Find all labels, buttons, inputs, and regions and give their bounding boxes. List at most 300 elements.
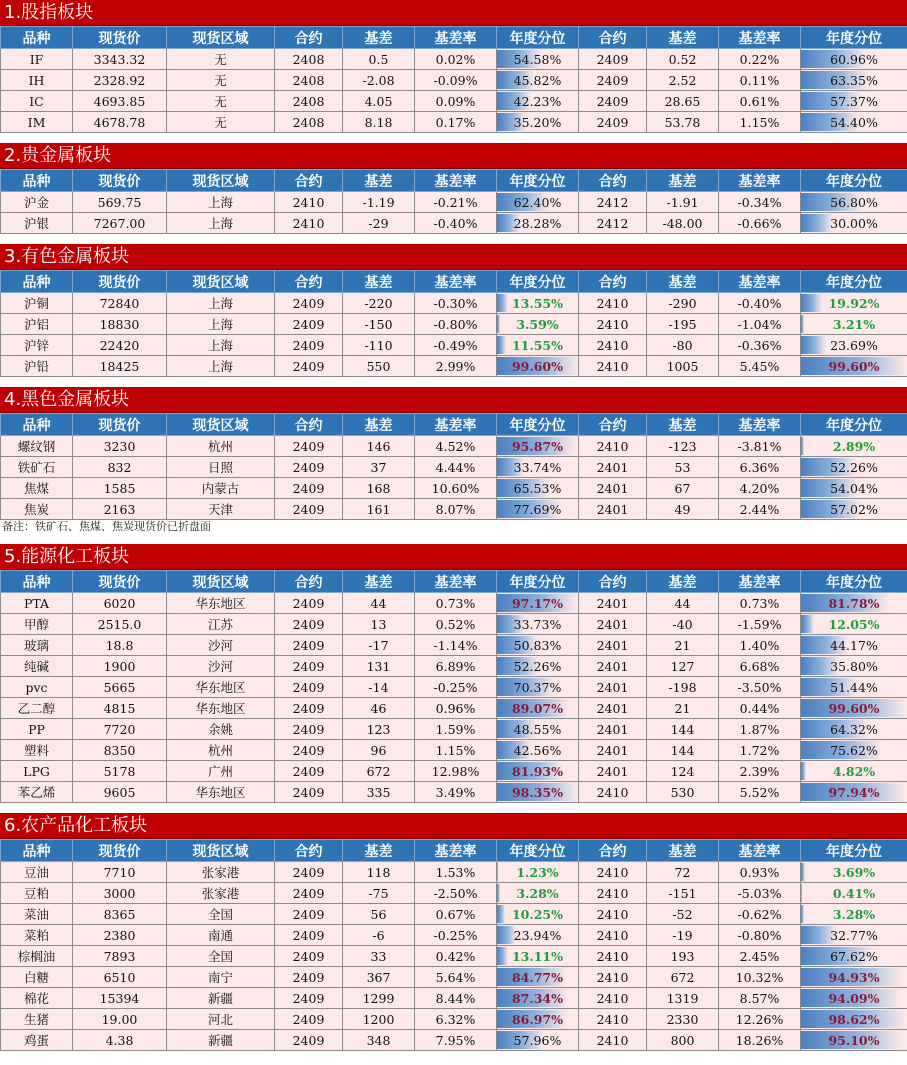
variety: 焦煤 — [1, 478, 73, 499]
section-spacer — [0, 803, 907, 813]
basis-rate-2: 8.57% — [719, 988, 801, 1009]
basis-rate-2: -0.62% — [719, 904, 801, 925]
spot-price: 3343.32 — [73, 49, 167, 70]
annual-percentile-cell — [497, 356, 579, 377]
basis-rate: 0.09% — [415, 91, 497, 112]
basis-rate: -0.49% — [415, 335, 497, 356]
annual-percentile-cell — [497, 761, 579, 782]
basis-rate: 3.49% — [415, 782, 497, 803]
annual-percentile-2: 56.80% — [830, 194, 878, 210]
basis: -75 — [343, 883, 415, 904]
basis-2: 144 — [647, 719, 719, 740]
column-header-contract-2: 合约 — [579, 271, 647, 293]
annual-percentile-2: 44.17% — [830, 637, 878, 653]
basis-rate: -0.21% — [415, 192, 497, 213]
percentile-bar — [497, 905, 505, 923]
basis-2: -48.00 — [647, 213, 719, 234]
basis: -17 — [343, 635, 415, 656]
annual-percentile-cell — [497, 49, 579, 70]
percentile-bar — [801, 905, 804, 923]
column-header-basis: 基差 — [343, 840, 415, 862]
variety: IH — [1, 70, 73, 91]
basis-rate-2: 1.15% — [719, 112, 801, 133]
table-row — [1, 904, 907, 925]
contract: 2409 — [275, 719, 343, 740]
annual-percentile-cell — [497, 862, 579, 883]
annual-percentile: 45.82% — [513, 72, 562, 88]
annual-percentile-2-cell — [801, 925, 907, 946]
basis-rate-2: -0.40% — [719, 293, 801, 314]
column-header-spot-price: 现货价 — [73, 170, 167, 192]
table-row — [1, 356, 907, 377]
column-header-contract: 合约 — [275, 571, 343, 593]
annual-percentile-cell — [497, 677, 579, 698]
annual-percentile-cell — [497, 698, 579, 719]
annual-percentile-2-cell — [801, 335, 907, 356]
basis-2: -198 — [647, 677, 719, 698]
variety: 沪铜 — [1, 293, 73, 314]
annual-percentile-cell — [497, 457, 579, 478]
column-header-variety: 品种 — [1, 840, 73, 862]
annual-percentile-cell — [497, 946, 579, 967]
spot-region: 无 — [167, 112, 275, 133]
spot-price: 2380 — [73, 925, 167, 946]
spot-price: 5665 — [73, 677, 167, 698]
spot-region: 沙河 — [167, 656, 275, 677]
basis-rate-2: -0.36% — [719, 335, 801, 356]
annual-percentile-cell — [497, 740, 579, 761]
column-header-annual-percentile: 年度分位 — [497, 27, 579, 49]
table-row — [1, 593, 907, 614]
spot-region: 华东地区 — [167, 782, 275, 803]
annual-percentile: 86.97% — [511, 1011, 564, 1027]
contract: 2409 — [275, 862, 343, 883]
basis-rate: 1.15% — [415, 740, 497, 761]
annual-percentile-2-cell — [801, 112, 907, 133]
contract: 2409 — [275, 1009, 343, 1030]
spot-price: 1900 — [73, 656, 167, 677]
column-header-basis-2: 基差 — [647, 271, 719, 293]
contract: 2409 — [275, 656, 343, 677]
annual-percentile: 3.59% — [516, 316, 559, 332]
basis-rate-2: 0.93% — [719, 862, 801, 883]
variety: 棕榈油 — [1, 946, 73, 967]
spot-region: 上海 — [167, 213, 275, 234]
annual-percentile-2-cell — [801, 593, 907, 614]
variety: 铁矿石 — [1, 457, 73, 478]
column-header-variety: 品种 — [1, 170, 73, 192]
basis-rate-2: 6.36% — [719, 457, 801, 478]
contract: 2408 — [275, 49, 343, 70]
table-row — [1, 293, 907, 314]
annual-percentile: 23.94% — [513, 927, 562, 943]
column-header-spot-region: 现货区域 — [167, 170, 275, 192]
basis-rate: -1.14% — [415, 635, 497, 656]
contract: 2409 — [275, 356, 343, 377]
table-row — [1, 719, 907, 740]
basis-2: 67 — [647, 478, 719, 499]
basis-rate-2: 2.39% — [719, 761, 801, 782]
annual-percentile-2: 54.40% — [830, 114, 878, 130]
annual-percentile-cell — [497, 478, 579, 499]
section-spacer — [0, 377, 907, 387]
basis-2: 800 — [647, 1030, 719, 1051]
column-header-variety: 品种 — [1, 271, 73, 293]
annual-percentile-2-cell — [801, 967, 907, 988]
spot-price: 7893 — [73, 946, 167, 967]
column-header-basis-rate-2: 基差率 — [719, 840, 801, 862]
percentile-bar — [801, 336, 826, 354]
annual-percentile-2-cell — [801, 946, 907, 967]
column-header-annual-percentile-2: 年度分位 — [801, 170, 907, 192]
annual-percentile-cell — [497, 1009, 579, 1030]
spot-price: 4693.85 — [73, 91, 167, 112]
annual-percentile-cell — [497, 719, 579, 740]
table-row — [1, 314, 907, 335]
basis-rate: 10.60% — [415, 478, 497, 499]
contract: 2409 — [275, 1030, 343, 1051]
annual-percentile-2-cell — [801, 192, 907, 213]
contract: 2409 — [275, 946, 343, 967]
contract: 2408 — [275, 112, 343, 133]
basis-rate: 7.95% — [415, 1030, 497, 1051]
percentile-bar — [497, 863, 498, 881]
column-header-contract-2: 合约 — [579, 27, 647, 49]
basis-rate: 0.42% — [415, 946, 497, 967]
percentile-bar — [497, 947, 508, 965]
annual-percentile-2-cell — [801, 293, 907, 314]
table-row — [1, 436, 907, 457]
basis: 56 — [343, 904, 415, 925]
percentile-bar — [801, 762, 806, 780]
column-header-basis-rate-2: 基差率 — [719, 27, 801, 49]
annual-percentile-cell — [497, 614, 579, 635]
section-title: 3.有色金属板块 — [0, 244, 907, 270]
percentile-bar — [801, 615, 814, 633]
section-title: 5.能源化工板块 — [0, 544, 907, 570]
section-title: 6.农产品化工板块 — [0, 813, 907, 839]
basis-rate: 0.52% — [415, 614, 497, 635]
basis: -220 — [343, 293, 415, 314]
column-header-contract: 合约 — [275, 271, 343, 293]
table-row — [1, 967, 907, 988]
contract-2: 2410 — [579, 356, 647, 377]
column-header-spot-price: 现货价 — [73, 27, 167, 49]
annual-percentile-2-cell — [801, 356, 907, 377]
spot-price: 22420 — [73, 335, 167, 356]
annual-percentile-2: 63.35% — [830, 72, 878, 88]
annual-percentile: 1.23% — [516, 864, 559, 880]
annual-percentile-cell — [497, 293, 579, 314]
basis-rate-2: -3.50% — [719, 677, 801, 698]
contract-2: 2410 — [579, 988, 647, 1009]
annual-percentile-cell — [497, 213, 579, 234]
column-header-spot-price: 现货价 — [73, 271, 167, 293]
basis-rate: 5.64% — [415, 967, 497, 988]
spot-price: 18425 — [73, 356, 167, 377]
basis-table — [0, 270, 907, 377]
contract: 2409 — [275, 614, 343, 635]
annual-percentile-cell — [497, 70, 579, 91]
annual-percentile: 98.35% — [511, 784, 564, 800]
table-row — [1, 883, 907, 904]
spot-region: 上海 — [167, 192, 275, 213]
basis-2: 28.65 — [647, 91, 719, 112]
spot-region: 华东地区 — [167, 593, 275, 614]
annual-percentile-2-cell — [801, 457, 907, 478]
spot-price: 18.8 — [73, 635, 167, 656]
basis-rate: -0.30% — [415, 293, 497, 314]
contract-2: 2410 — [579, 883, 647, 904]
variety: 豆粕 — [1, 883, 73, 904]
column-header-annual-percentile: 年度分位 — [497, 840, 579, 862]
column-header-spot-region: 现货区域 — [167, 271, 275, 293]
column-header-basis: 基差 — [343, 170, 415, 192]
variety: 沪锌 — [1, 335, 73, 356]
basis-2: 2.52 — [647, 70, 719, 91]
column-header-annual-percentile-2: 年度分位 — [801, 414, 907, 436]
annual-percentile-2-cell — [801, 698, 907, 719]
spot-price: 1585 — [73, 478, 167, 499]
variety: IC — [1, 91, 73, 112]
header-row — [1, 414, 907, 436]
column-header-spot-region: 现货区域 — [167, 414, 275, 436]
variety: IM — [1, 112, 73, 133]
variety: IF — [1, 49, 73, 70]
annual-percentile: 52.26% — [513, 658, 562, 674]
basis-2: -1.91 — [647, 192, 719, 213]
annual-percentile-2-cell — [801, 1009, 907, 1030]
annual-percentile-2: 95.10% — [828, 1032, 880, 1048]
column-header-basis: 基差 — [343, 414, 415, 436]
basis-2: 1319 — [647, 988, 719, 1009]
basis-rate-2: 18.26% — [719, 1030, 801, 1051]
column-header-annual-percentile-2: 年度分位 — [801, 571, 907, 593]
annual-percentile-2: 57.02% — [830, 501, 878, 517]
basis-2: -40 — [647, 614, 719, 635]
annual-percentile-2: 81.78% — [828, 595, 880, 611]
spot-price: 9605 — [73, 782, 167, 803]
spot-price: 2328.92 — [73, 70, 167, 91]
annual-percentile: 57.96% — [513, 1032, 562, 1048]
basis: 348 — [343, 1030, 415, 1051]
contract: 2410 — [275, 192, 343, 213]
annual-percentile-cell — [497, 988, 579, 1009]
annual-percentile-2: 4.82% — [832, 763, 876, 779]
spot-price: 7267.00 — [73, 213, 167, 234]
variety: 塑料 — [1, 740, 73, 761]
column-header-annual-percentile-2: 年度分位 — [801, 27, 907, 49]
basis-rate-2: -3.81% — [719, 436, 801, 457]
basis-rate-2: -5.03% — [719, 883, 801, 904]
annual-percentile-2: 0.41% — [832, 885, 876, 901]
annual-percentile-2-cell — [801, 213, 907, 234]
basis-rate-2: 0.11% — [719, 70, 801, 91]
table-row — [1, 91, 907, 112]
basis: 367 — [343, 967, 415, 988]
basis: 550 — [343, 356, 415, 377]
basis-2: 1005 — [647, 356, 719, 377]
column-header-basis-2: 基差 — [647, 27, 719, 49]
contract: 2409 — [275, 593, 343, 614]
table-row — [1, 740, 907, 761]
spot-price: 7710 — [73, 862, 167, 883]
annual-percentile-cell — [497, 436, 579, 457]
contract-2: 2412 — [579, 192, 647, 213]
table-row — [1, 782, 907, 803]
basis-rate: 2.99% — [415, 356, 497, 377]
spot-price: 6510 — [73, 967, 167, 988]
variety: PP — [1, 719, 73, 740]
variety: 菜粕 — [1, 925, 73, 946]
percentile-bar — [497, 294, 508, 312]
table-row — [1, 1030, 907, 1051]
contract-2: 2410 — [579, 436, 647, 457]
column-header-basis-2: 基差 — [647, 840, 719, 862]
section-spacer — [0, 234, 907, 244]
column-header-contract: 合约 — [275, 27, 343, 49]
column-header-annual-percentile: 年度分位 — [497, 571, 579, 593]
basis-2: -195 — [647, 314, 719, 335]
annual-percentile-cell — [497, 192, 579, 213]
contract: 2408 — [275, 70, 343, 91]
contract: 2409 — [275, 761, 343, 782]
annual-percentile-2-cell — [801, 677, 907, 698]
contract: 2409 — [275, 335, 343, 356]
spot-region: 日照 — [167, 457, 275, 478]
percentile-bar — [801, 315, 804, 333]
contract: 2408 — [275, 91, 343, 112]
annual-percentile-2: 23.69% — [830, 337, 878, 353]
basis: 131 — [343, 656, 415, 677]
basis: 1200 — [343, 1009, 415, 1030]
basis-rate-2: 12.26% — [719, 1009, 801, 1030]
basis-2: 127 — [647, 656, 719, 677]
annual-percentile: 3.28% — [516, 885, 559, 901]
annual-percentile-2: 3.21% — [832, 316, 876, 332]
basis-2: -151 — [647, 883, 719, 904]
basis-table — [0, 413, 907, 520]
annual-percentile-2-cell — [801, 314, 907, 335]
percentile-bar — [801, 437, 804, 455]
contract-2: 2410 — [579, 904, 647, 925]
column-header-basis-rate-2: 基差率 — [719, 271, 801, 293]
basis-2: -19 — [647, 925, 719, 946]
variety: 生猪 — [1, 1009, 73, 1030]
column-header-annual-percentile: 年度分位 — [497, 414, 579, 436]
contract-2: 2409 — [579, 91, 647, 112]
basis-rate-2: 0.44% — [719, 698, 801, 719]
basis-2: 49 — [647, 499, 719, 520]
basis: -6 — [343, 925, 415, 946]
basis: 118 — [343, 862, 415, 883]
spot-region: 沙河 — [167, 635, 275, 656]
spot-region: 上海 — [167, 293, 275, 314]
annual-percentile: 81.93% — [511, 763, 564, 779]
variety: 沪金 — [1, 192, 73, 213]
table-row — [1, 112, 907, 133]
basis-2: -80 — [647, 335, 719, 356]
annual-percentile-cell — [497, 883, 579, 904]
contract-2: 2410 — [579, 967, 647, 988]
annual-percentile-cell — [497, 782, 579, 803]
basis: -14 — [343, 677, 415, 698]
annual-percentile-2: 52.26% — [830, 459, 878, 475]
annual-percentile-2: 3.28% — [832, 906, 876, 922]
basis-rate: 0.96% — [415, 698, 497, 719]
spot-price: 832 — [73, 457, 167, 478]
column-header-basis-rate: 基差率 — [415, 840, 497, 862]
table-row — [1, 656, 907, 677]
table-row — [1, 862, 907, 883]
contract: 2409 — [275, 782, 343, 803]
annual-percentile: 48.55% — [513, 721, 562, 737]
basis-rate: 0.17% — [415, 112, 497, 133]
contract-2: 2401 — [579, 478, 647, 499]
column-header-annual-percentile-2: 年度分位 — [801, 271, 907, 293]
basis: 8.18 — [343, 112, 415, 133]
basis-2: 124 — [647, 761, 719, 782]
header-row — [1, 271, 907, 293]
basis-rate-2: 4.20% — [719, 478, 801, 499]
annual-percentile: 87.34% — [511, 990, 564, 1006]
annual-percentile-2-cell — [801, 499, 907, 520]
variety: LPG — [1, 761, 73, 782]
basis-2: 53 — [647, 457, 719, 478]
basis-2: 0.52 — [647, 49, 719, 70]
basis-rate: 4.52% — [415, 436, 497, 457]
basis: 33 — [343, 946, 415, 967]
basis: 672 — [343, 761, 415, 782]
column-header-basis-rate: 基差率 — [415, 170, 497, 192]
table-row — [1, 946, 907, 967]
contract-2: 2410 — [579, 314, 647, 335]
annual-percentile-2-cell — [801, 740, 907, 761]
annual-percentile-2-cell — [801, 49, 907, 70]
percentile-bar — [497, 884, 500, 902]
contract-2: 2410 — [579, 862, 647, 883]
basis-rate-2: 10.32% — [719, 967, 801, 988]
percentile-bar — [801, 294, 822, 312]
spot-price: 18830 — [73, 314, 167, 335]
annual-percentile-2-cell — [801, 782, 907, 803]
basis-rate-2: -0.80% — [719, 925, 801, 946]
annual-percentile-2-cell — [801, 761, 907, 782]
basis-rate: 6.32% — [415, 1009, 497, 1030]
spot-price: 4815 — [73, 698, 167, 719]
contract-2: 2401 — [579, 614, 647, 635]
table-row — [1, 988, 907, 1009]
contract-2: 2410 — [579, 293, 647, 314]
contract: 2409 — [275, 314, 343, 335]
column-header-basis-rate-2: 基差率 — [719, 170, 801, 192]
basis-2: 21 — [647, 635, 719, 656]
column-header-basis-2: 基差 — [647, 414, 719, 436]
column-header-contract-2: 合约 — [579, 170, 647, 192]
spot-price: 8365 — [73, 904, 167, 925]
header-row — [1, 840, 907, 862]
variety: 菜油 — [1, 904, 73, 925]
contract: 2409 — [275, 904, 343, 925]
contract: 2409 — [275, 988, 343, 1009]
spot-price: 19.00 — [73, 1009, 167, 1030]
annual-percentile-cell — [497, 925, 579, 946]
basis-2: 44 — [647, 593, 719, 614]
column-header-basis-rate-2: 基差率 — [719, 571, 801, 593]
column-header-spot-price: 现货价 — [73, 571, 167, 593]
annual-percentile: 97.17% — [511, 595, 564, 611]
table-row — [1, 677, 907, 698]
